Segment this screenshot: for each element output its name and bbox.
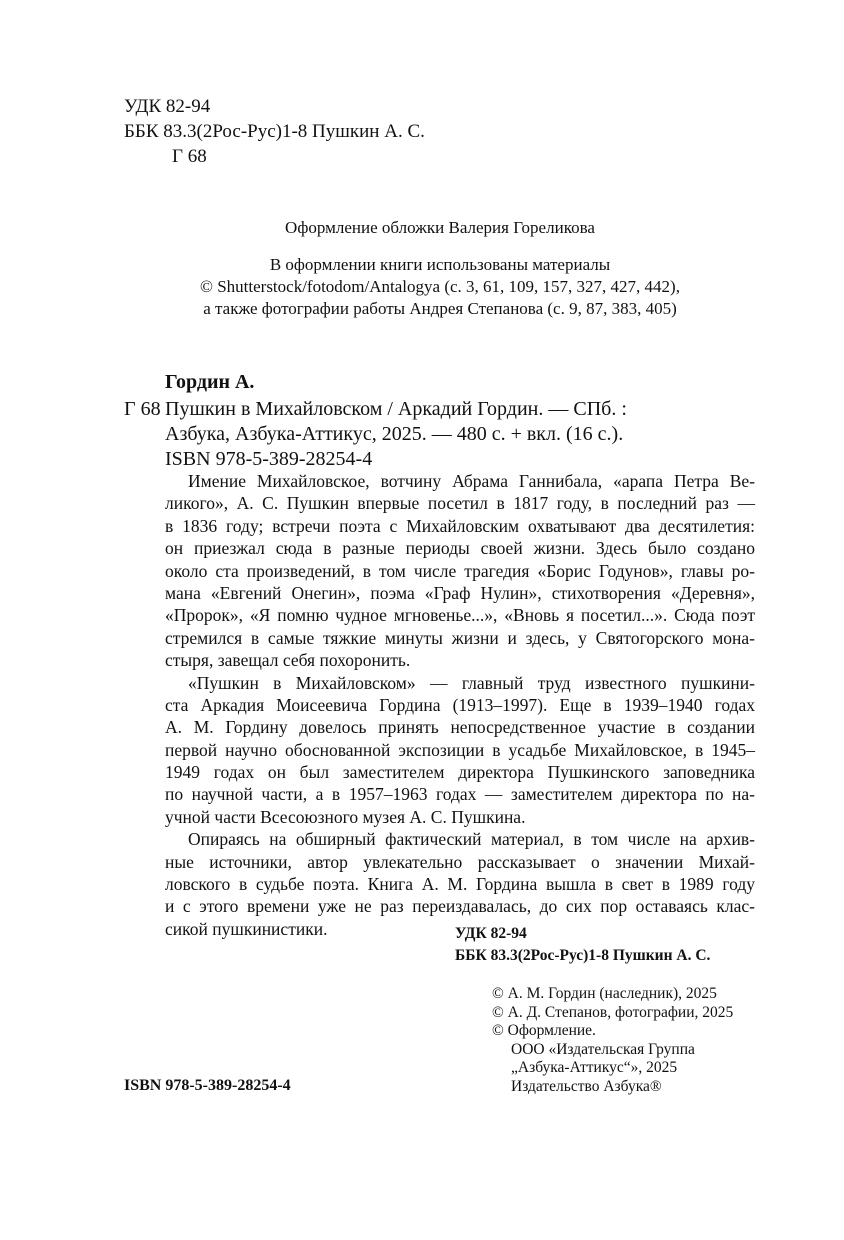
copyright-line: © А. Д. Степанов, фотографии, 2025 bbox=[492, 1003, 734, 1021]
bbk-code: ББК 83.3(2Рос-Рус)1-8 Пушкин А. С. bbox=[124, 121, 425, 142]
isbn-line: ISBN 978-5-389-28254-4 bbox=[165, 448, 373, 470]
publisher-line: Издательство Азбука® bbox=[511, 1078, 662, 1095]
text-line: по научной части, а в 1957–1963 годах — заместителем директора по на- bbox=[165, 784, 755, 805]
text-line: ликого», А. С. Пушкин впервые посетил в 1817 году, в последний раз — bbox=[165, 493, 755, 514]
isbn: ISBN 978-5-389-28254-4 bbox=[124, 1077, 291, 1094]
text-line: около ста произведений, в том числе трагедия «Борис Годунов», главы ро- bbox=[165, 560, 755, 581]
text-line: 1949 годах он был заместителем директора Пушкинского заповедника bbox=[165, 762, 755, 783]
annotation-paragraph bbox=[165, 470, 755, 672]
text-line: учной части Всесоюзного музея А. С. Пушкина. bbox=[165, 806, 526, 827]
credit-line: © Shutterstock/fotodom/Antalogya (с. 3, 61, 109, 157, 327, 427, 442), bbox=[200, 277, 680, 296]
text-line: «Пророк», «Я помню чудное мгновенье...», «Вновь я посетил...». Сюда поэт bbox=[165, 605, 755, 626]
title-line: Пушкин в Михайловском / Аркадий Гордин. — СПб. : bbox=[165, 398, 627, 420]
copyright-line: © Оформление. bbox=[492, 1022, 596, 1040]
text-line: Имение Михайловское, вотчину Абрама Ганнибала, «арапа Петра Ве- bbox=[188, 471, 755, 491]
text-line: он приезжал сюда в разные периоды своей жизни. Здесь было создано bbox=[165, 538, 755, 559]
text-line: первой научно обоснованной экспозиции в усадьбе Михайловское, в 1945– bbox=[165, 739, 755, 760]
text-line: мана «Евгений Онегин», поэма «Граф Нулин», стихотворения «Деревня», bbox=[165, 582, 755, 603]
udk-code: УДК 82-94 bbox=[455, 925, 527, 942]
credit-line: а также фотографии работы Андрея Степанова (с. 9, 87, 383, 405) bbox=[203, 299, 677, 318]
text-line: «Пушкин в Михайловском» — главный труд известного пушкини- bbox=[188, 672, 755, 693]
author-mark: Г 68 bbox=[124, 398, 161, 420]
publisher-line: „Азбука-Аттикус“», 2025 bbox=[511, 1059, 678, 1077]
udk-code: УДК 82-94 bbox=[124, 96, 211, 117]
text-line: сикой пушкинистики. bbox=[165, 918, 328, 939]
author-mark: Г 68 bbox=[172, 146, 207, 167]
annotation bbox=[165, 470, 755, 940]
text-line: А. М. Гордину довелось принять непосредственное участие в создании bbox=[165, 717, 755, 738]
author-heading: Гордин А. bbox=[165, 371, 255, 393]
text-line: в 1836 году; встречи поэта с Михайловским охватывают два десятилетия: bbox=[165, 515, 755, 536]
text-line: и с этого времени уже не раз переиздавалась, до сих пор оставаясь клас- bbox=[165, 896, 755, 917]
text-line: ста Аркадия Моисеевича Гордина (1913–1997). Еще в 1939–1940 годах bbox=[165, 694, 755, 715]
cover-credit: Оформление обложки Валерия Гореликова bbox=[285, 218, 595, 237]
text-line: стремился в самые тяжкие минуты жизни и здесь, у Святогорского мона- bbox=[165, 627, 755, 648]
imprint-line: Азбука, Азбука-Аттикус, 2025. — 480 с. + вкл. (16 с.). bbox=[165, 423, 624, 445]
publisher-line: ООО «Издательская Группа bbox=[511, 1040, 695, 1058]
text-line: Опираясь на обширный фактический материал, в том числе на архив- bbox=[188, 829, 755, 850]
credit-line: В оформлении книги использованы материалы bbox=[269, 255, 611, 274]
copyright-line: © А. М. Гордин (наследник), 2025 bbox=[492, 985, 717, 1002]
annotation-paragraph bbox=[165, 672, 755, 829]
text-line: ные источники, автор увлекательно рассказывает о значении Михай- bbox=[165, 851, 755, 872]
text-line: стыря, завещал себя похоронить. bbox=[165, 650, 411, 671]
bbk-code: ББК 83.3(2Рос-Рус)1-8 Пушкин А. С. bbox=[455, 947, 711, 964]
text-line: ловского в судьбе поэта. Книга А. М. Гордина вышла в свет в 1989 году bbox=[165, 874, 755, 895]
